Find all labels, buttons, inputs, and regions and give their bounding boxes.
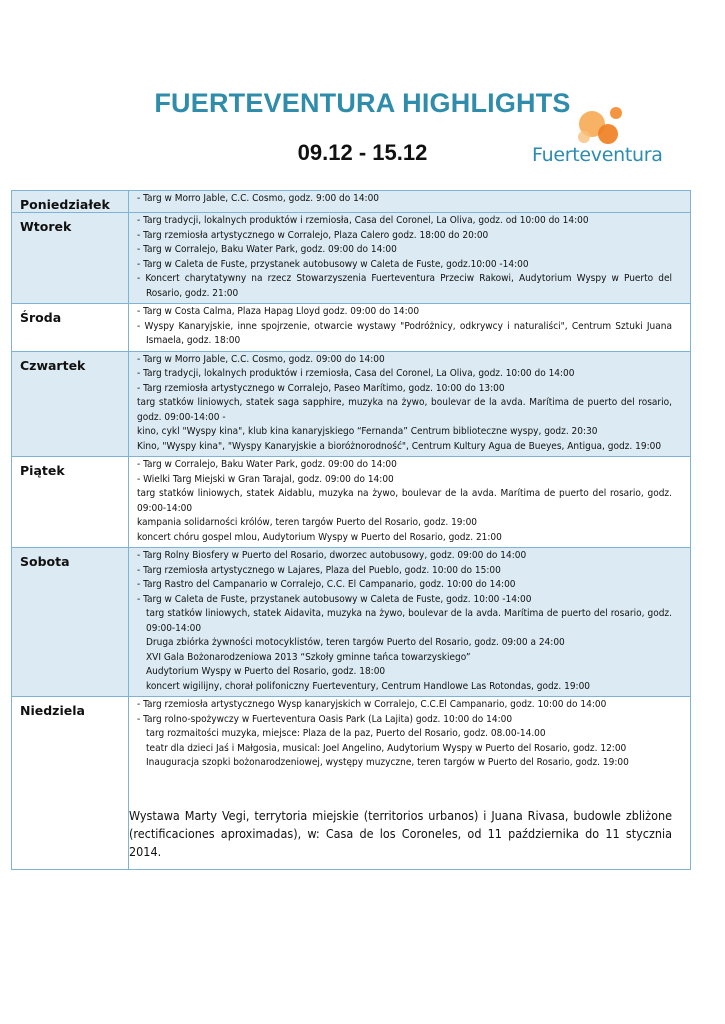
day-events [129, 457, 691, 548]
event-line: Druga zbiórka żywności motocyklistów, teren targów Puerto del Rosario, godz. 09:00 a 24:00 [146, 637, 565, 648]
event-line: - Targ w Corralejo, Baku Water Park, godz. 09:00 do 14:00 [137, 244, 397, 255]
event-line: - Targ rzemiosła artystycznego Wysp kanaryjskich w Corralejo, C.C.El Campanario, godz. 10:00 do 14:00 [137, 699, 607, 710]
day-name: Niedziela [12, 697, 129, 870]
day-events [129, 213, 691, 304]
event-line: - Targ rzemiosła artystycznego w Lajares, Plaza del Pueblo, godz. 10:00 do 15:00 [137, 564, 501, 576]
schedule-table [11, 190, 691, 870]
event-line: - Targ w Morro Jable, C.C. Cosmo, godz. 9:00 do 14:00 [137, 193, 380, 204]
event-line: targ statków liniowych, statek Aidavita, muzyka na żywo, boulevar de la avda. Marítima de puerto del rosario, godz. 09:00-14:00 [146, 608, 672, 634]
event-line: - Targ Rolny Biosfery w Puerto del Rosario, dworzec autobusowy, godz. 09:00 do 14:00 [137, 550, 527, 561]
sun-logo-icon [532, 104, 692, 148]
day-events [129, 548, 691, 697]
day-row [12, 697, 691, 870]
event-line: - Koncert charytatywny na rzecz Stowarzyszenia Fuerteventura Przeciw Rakowi, Audytorium Wyspy w Puerto del Rosario, godz. 21:00 [137, 273, 672, 299]
day-name: Poniedziałek [12, 191, 129, 213]
event-line: - Targ w Corralejo, Baku Water Park, godz. 09:00 do 14:00 [137, 459, 397, 470]
exhibition-note: Wystawa Marty Vegi, terrytoria miejskie (territorios urbanos) i Juana Rivasa, budowle zbliżone (rectificaciones aproximadas), w: Casa de los Coroneles, od 11 października do 11 stycznia 2014. [129, 807, 672, 859]
event-line: Inauguracja szopki bożonarodzeniowej, występy muzyczne, teren targów w Puerto del Rosario, godz. 19:00 [146, 757, 629, 768]
day-events [129, 191, 691, 213]
event-line: - Targ tradycji, lokalnych produktów i rzemiosła, Casa del Coronel, La Oliva, godz. 10:00 do 14:00 [137, 368, 575, 379]
event-line: - Targ w Morro Jable, C.C. Cosmo, godz. 09:00 do 14:00 [137, 353, 385, 365]
day-events [129, 351, 691, 457]
day-row [12, 548, 691, 697]
day-events [129, 304, 691, 352]
event-line: kampania solidarności królów, teren targów Puerto del Rosario, godz. 19:00 [137, 517, 478, 528]
event-line: - Wyspy Kanaryjskie, inne spojrzenie, otwarcie wystawy "Podróżnicy, odkrywcy i naturaliści", Centrum Sztuki Juana Ismaela, godz. 18:00 [137, 320, 672, 346]
event-line: targ statków liniowych, statek saga sapphire, muzyka na żywo, boulevar de la avda. Marítima de puerto del rosario, godz. 09:00-14:00 - [137, 397, 672, 423]
event-line: targ statków liniowych, statek Aidablu, muzyka na żywo, boulevar de la avda. Marítima de puerto del rosario, godz. 09:00-14:00 [137, 488, 672, 514]
event-line: - Targ w Costa Calma, Plaza Hapag Lloyd godz. 09:00 do 14:00 [137, 306, 420, 317]
event-line: - Wielki Targ Miejski w Gran Tarajal, godz. 09:00 do 14:00 [137, 473, 394, 485]
event-line: teatr dla dzieci Jaś i Małgosia, musical: Joel Angelino, Audytorium Wyspy w Puerto del Rosario, godz. 12:00 [146, 742, 627, 754]
day-events [129, 697, 691, 870]
page-title: FUERTEVENTURA HIGHLIGHTS [154, 88, 571, 118]
day-name: Sobota [12, 548, 129, 697]
event-line: - Targ w Caleta de Fuste, przystanek autobusowy w Caleta de Fuste, godz. 10:00 -14:00 [137, 593, 532, 605]
event-line: - Targ rzemiosła artystycznego w Corralejo, Paseo Marítimo, godz. 10:00 do 13:00 [137, 382, 505, 394]
date-range: 09.12 - 15.12 [297, 140, 428, 165]
event-line: - Targ w Caleta de Fuste, przystanek autobusowy w Caleta de Fuste, godz.10:00 -14:00 [137, 258, 529, 270]
day-name: Wtorek [12, 213, 129, 304]
event-line: Kino, "Wyspy kina", "Wyspy Kanaryjskie a bioróżnorodność", Centrum Kultury Agua de Bueyes, Antigua, godz. 19:00 [137, 440, 662, 452]
day-name: Środa [12, 304, 129, 352]
event-line: koncert chóru gospel mlou, Audytorium Wyspy w Puerto del Rosario, godz. 21:00 [137, 531, 502, 543]
event-line: targ rozmaitości muzyka, miejsce: Plaza de la paz, Puerto del Rosario, godz. 08.00-14.00 [146, 728, 546, 739]
day-name: Czwartek [12, 351, 129, 457]
fuerteventura-logo [532, 104, 692, 174]
day-row [12, 304, 691, 352]
day-row [12, 351, 691, 457]
event-line: XVI Gala Bożonarodzeniowa 2013 “Szkoły gminne tańca towarzyskiego” [146, 651, 471, 663]
event-line: Audytorium Wyspy w Puerto del Rosario, godz. 18:00 [146, 666, 386, 677]
day-row [12, 457, 691, 548]
event-line: kino, cykl "Wyspy kina", klub kina kanaryjskiego “Fernanda” Centrum biblioteczne wyspy, godz. 20:30 [137, 426, 598, 437]
day-row [12, 191, 691, 213]
event-line: - Targ rolno-spożywczy w Fuerteventura Oasis Park (La Lajita) godz. 10:00 do 14:00 [137, 713, 513, 725]
day-name: Piątek [12, 457, 129, 548]
event-line: - Targ Rastro del Campanario w Corralejo, C.C. El Campanario, godz. 10:00 do 14:00 [137, 579, 516, 590]
event-line: koncert wigilijny, chorał polifoniczny Fuerteventury, Centrum Handlowe Las Rotondas, godz. 19:00 [146, 680, 591, 692]
event-line: - Targ tradycji, lokalnych produktów i rzemiosła, Casa del Coronel, La Oliva, godz. od 10:00 do 14:00 [137, 215, 589, 226]
day-row [12, 213, 691, 304]
event-line: - Targ rzemiosła artystycznego w Corralejo, Plaza Calero godz. 18:00 do 20:00 [137, 229, 489, 241]
logo-wordmark: Fuerteventura [532, 144, 663, 166]
